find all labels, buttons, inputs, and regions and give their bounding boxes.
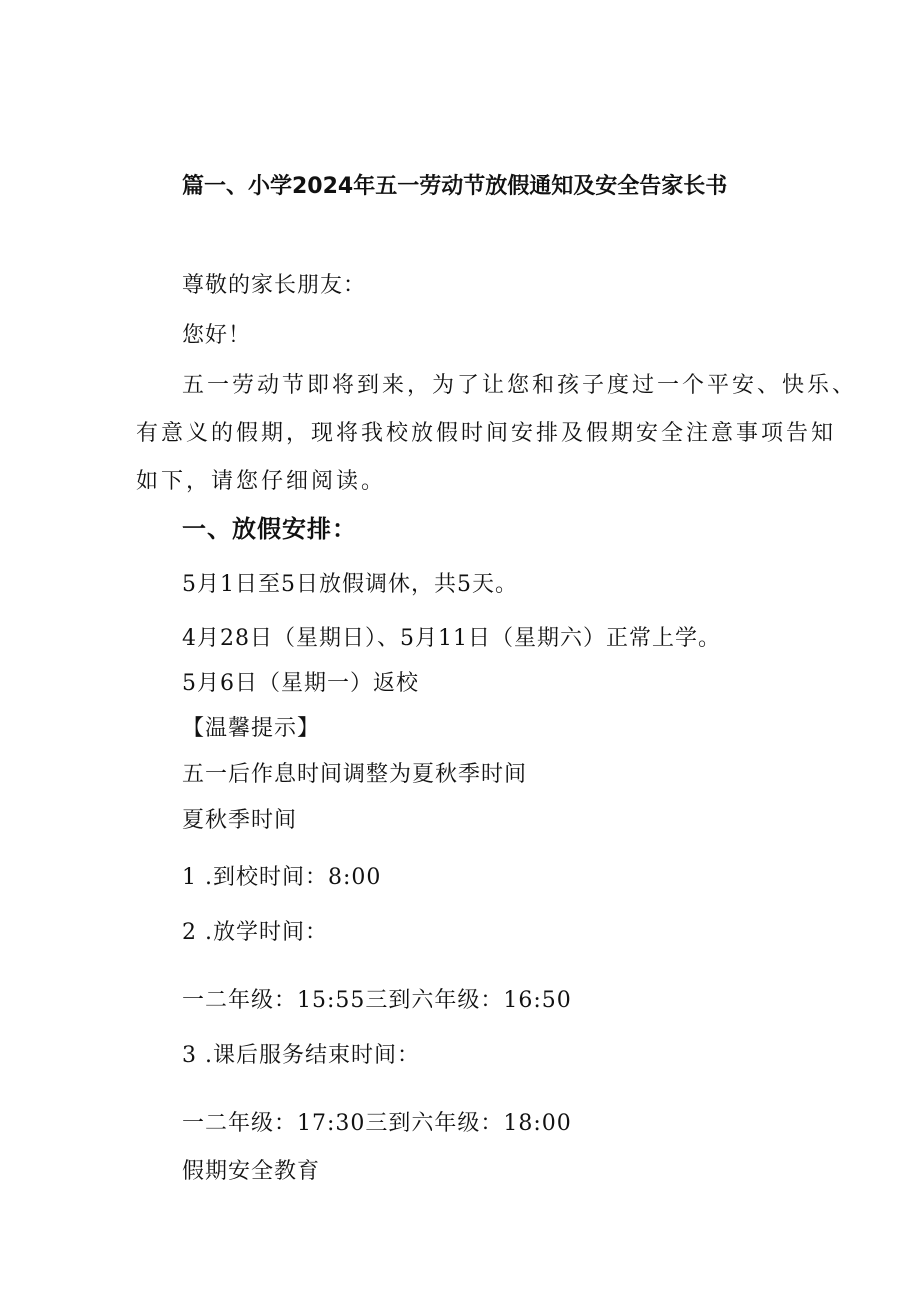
- intro-line-2: 有意义的假期，现将我校放假时间安排及假期安全注意事项告知: [136, 421, 837, 446]
- tip-heading: 【温馨提示】: [182, 716, 321, 741]
- dismissal-label: 2 .放学时间：: [182, 920, 328, 945]
- season-label: 夏秋季时间: [182, 808, 298, 833]
- after-service-label: 3 .课后服务结束时间：: [182, 1043, 420, 1068]
- document-title: 篇一、小学2024年五一劳动节放假通知及安全告家长书: [182, 174, 728, 199]
- salutation: 尊敬的家长朋友：: [182, 273, 367, 298]
- after-service-times: 一二年级：17:30三到六年级：18:00: [182, 1111, 572, 1136]
- arrival-time: 1 .到校时间：8:00: [182, 865, 382, 890]
- schedule-line-1: 5月1日至5日放假调休，共5天。: [182, 572, 518, 597]
- intro-line-3: 如下，请您仔细阅读。: [136, 469, 387, 494]
- dismissal-times: 一二年级：15:55三到六年级：16:50: [182, 988, 572, 1013]
- greeting: 您好！: [182, 323, 252, 348]
- section-heading-schedule: 一、放假安排：: [182, 515, 357, 543]
- schedule-line-2: 4月28日（星期日）、5月11日（星期六）正常上学。: [182, 626, 721, 651]
- safety-heading: 假期安全教育: [182, 1159, 321, 1184]
- schedule-line-3: 5月6日（星期一）返校: [182, 671, 419, 696]
- tip-text: 五一后作息时间调整为夏秋季时间: [182, 762, 528, 787]
- intro-line-1: 五一劳动节即将到来，为了让您和孩子度过一个平安、快乐、: [182, 373, 858, 398]
